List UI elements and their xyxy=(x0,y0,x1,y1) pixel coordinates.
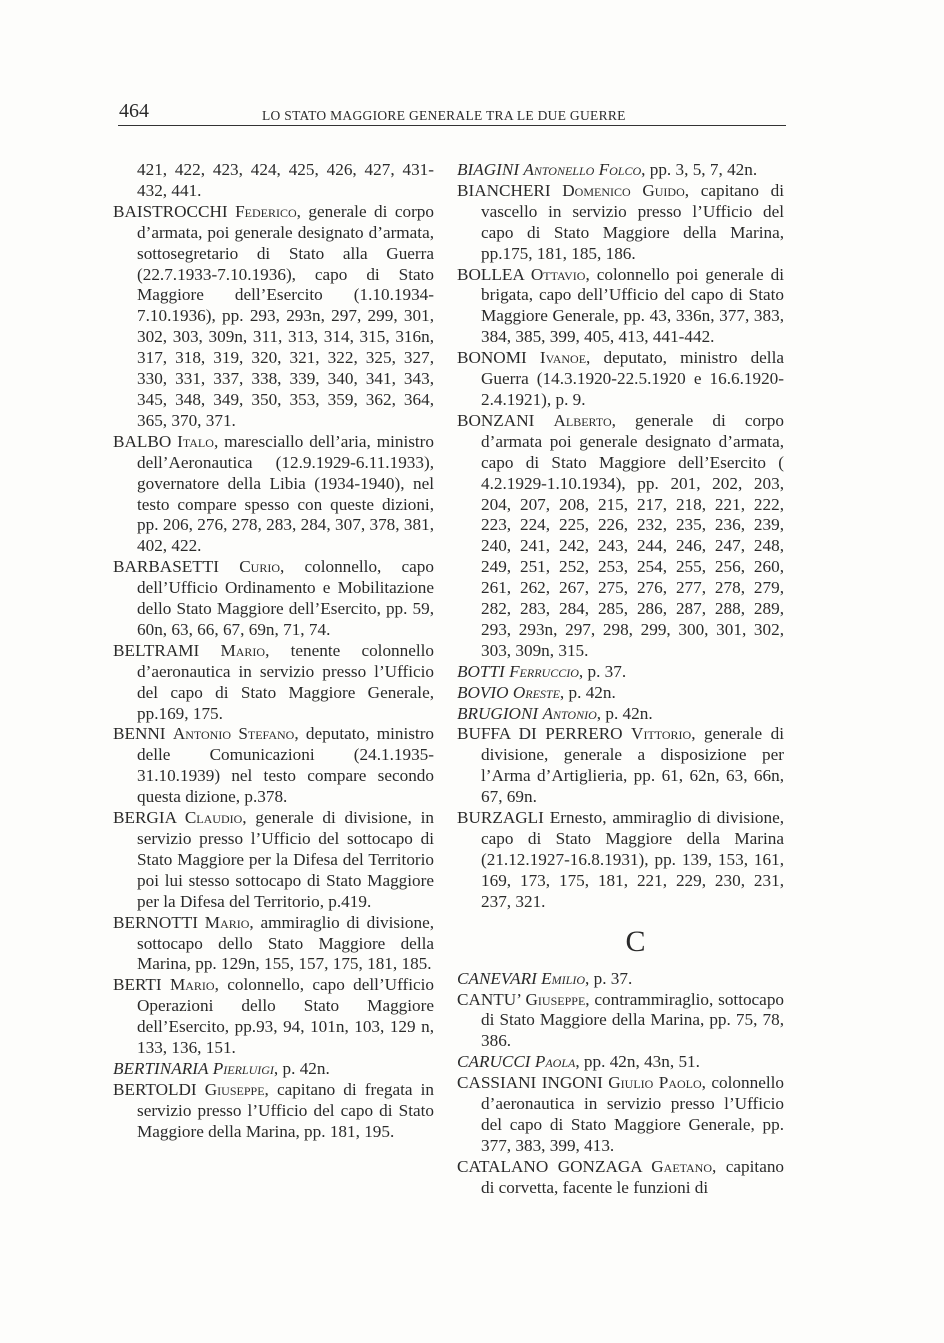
entry-surname: BERTOLDI xyxy=(113,1079,197,1099)
entry-description: , capitano di fregata in servizio presso l’Ufficio del capo di Stato Maggiore della Marina, pp. 181, 195. xyxy=(137,1079,434,1141)
index-entry xyxy=(113,202,434,432)
index-entry xyxy=(457,265,784,349)
index-entry xyxy=(113,557,434,641)
entry-given-name: Giulio Paolo xyxy=(608,1073,702,1093)
entry-surname: BRUGIONI xyxy=(457,703,539,723)
entry-given-name: Ferruccio xyxy=(509,661,579,681)
entry-description: , generale di divisione, in servizio presso l’Ufficio del sottocapo di Stato Maggiore per la Difesa del Territorio poi lui stesso sottocapo di Stato Maggiore per la Difesa del Territorio, p.419. xyxy=(137,808,434,911)
index-entry xyxy=(457,808,784,913)
entry-given-name: Curio xyxy=(239,557,280,577)
index-entry xyxy=(457,348,784,411)
entry-description: , generale di divisione, generale a disposizione per l’Arma d’Artiglieria, pp. 61, 62n, 63, 66n, 67, 69n. xyxy=(481,724,784,807)
entry-given-name: Emilio xyxy=(541,968,585,988)
entry-given-name: Mario xyxy=(169,975,215,995)
entry-description: , capitano di corvetta, facente le funzioni di xyxy=(481,1156,785,1197)
entry-given-name: Domenico Guido xyxy=(562,180,685,200)
index-entry xyxy=(457,990,784,1053)
entry-surname: BONOMI xyxy=(457,348,527,368)
entry-given-name: Giuseppe xyxy=(525,989,586,1009)
entry-surname: BOLLEA xyxy=(457,264,524,284)
entry-given-name: Ivanoe xyxy=(539,348,587,368)
header-rule xyxy=(118,125,786,126)
entry-given-name: Vittorio xyxy=(631,724,692,744)
entry-description: , colonnello d’aeronautica in servizio presso l’Ufficio del capo di Stato Maggiore Generale, pp. 377, 383, 399, 413. xyxy=(481,1073,784,1155)
entry-description: , generale di corpo d’armata poi generale designato d’armata, capo di Stato Maggiore dell’Esercito ( 4.2.1929-1.10.1934), pp. 201, 202, 203, 204, 207, 208, 215, 217, 218, 221, 222, 223, 224, 225, 226, 232, 235, 236, 239, 240, 241, 242, 243, 244, 246, 247, 248, 249, 251, 252, 253, 254, 255, 256, 260, 261, 262, 267, 275, 276, 277, 278, 279, 282, 283, 284, 285, 286, 287, 288, 289, 293, 293n, 297, 298, 299, 300, 301, 302, 303, 309n, 315. xyxy=(481,410,784,660)
entry-given-name: Giuseppe xyxy=(204,1079,265,1099)
entry-description: , p. 42n. xyxy=(596,703,653,723)
index-entry xyxy=(113,808,434,913)
index-column-right xyxy=(457,160,784,1199)
index-entry xyxy=(113,641,434,725)
entry-description: Ernesto, ammiraglio di divisione, capo di Stato Maggiore della Marina (21.12.1927-16.8.1931), pp. 139, 153, 161, 169, 173, 175, 181, 221, 229, 230, 231, 237, 321. xyxy=(481,808,785,911)
entry-description: , deputato, ministro della Guerra (14.3.1920-22.5.1920 e 16.6.1920-2.4.1921), p. 9. xyxy=(481,348,784,409)
entry-description: 421, 422, 423, 424, 425, 426, 427, 431-432, 441. xyxy=(137,160,434,200)
entry-description: , tenente colonnello d’aeronautica in servizio presso l’Ufficio del capo di Stato Maggiore Generale, pp.169, 175. xyxy=(137,640,434,723)
entry-surname: BIAGINI xyxy=(457,160,520,179)
entry-description: , generale di corpo d’armata, poi generale designato d’armata, sottosegretario di Stato alla Guerra (22.7.1933-7.10.1936), capo di Stato Maggiore dell’Esercito (1.10.1934-7.10.1936), pp. 293, 293n, 297, 299, 301, 302, 303, 309n, 311, 313, 314, 315, 316n, 317, 318, 319, 320, 321, 322, 325, 327, 330, 331, 337, 338, 339, 340, 341, 343, 345, 348, 349, 350, 353, 359, 362, 364, 365, 370, 371. xyxy=(137,201,434,430)
entry-description: , p. 42n. xyxy=(559,682,616,702)
entry-surname: BUFFA DI PERRERO xyxy=(457,724,623,744)
index-entry xyxy=(113,975,434,1059)
entry-given-name: Pierluigi xyxy=(212,1058,274,1078)
entry-given-name: Alberto xyxy=(553,410,612,430)
entry-description: , contrammiraglio, sottocapo di Stato Maggiore della Marina, pp. 75, 78, 386. xyxy=(481,989,785,1051)
entry-surname: BERGIA xyxy=(113,808,177,828)
entry-given-name: Italo xyxy=(177,431,214,451)
index-entry xyxy=(457,662,784,683)
entry-description: , p. 37. xyxy=(578,661,627,681)
entry-surname: CASSIANI INGONI xyxy=(457,1073,603,1093)
index-entry xyxy=(113,432,434,557)
entry-description: , colonnello, capo dell’Ufficio Ordinamento e Mobilitazione dello Stato Maggiore dell’Esercito, pp. 59, 60n, 63, 66, 67, 69n, 71, 74. xyxy=(137,557,434,639)
entry-description: , maresciallo dell’aria, ministro dell’Aeronautica (12.9.1929-6.11.1933), governatore della Libia (1934-1940), nel testo compare spesso con queste dizioni, pp. 206, 276, 278, 283, 284, 307, 378, 381, 402, 422. xyxy=(137,431,435,556)
entry-surname: BOVIO xyxy=(457,682,509,702)
entry-given-name: Oreste xyxy=(512,682,560,702)
index-entry xyxy=(457,1052,784,1073)
index-entry xyxy=(113,1080,434,1143)
entry-surname: CANEVARI xyxy=(457,968,537,988)
entry-surname: BERTI xyxy=(113,975,162,995)
running-head: LO STATO MAGGIORE GENERALE TRA LE DUE GUERRE xyxy=(262,108,626,123)
entry-given-name: Mario xyxy=(204,912,250,932)
index-entry xyxy=(457,1157,784,1199)
index-entry xyxy=(113,913,434,976)
entry-surname: BAISTROCCHI xyxy=(113,201,228,221)
entry-given-name: Mario xyxy=(220,640,266,660)
entry-surname: BOTTI xyxy=(457,661,505,681)
entry-given-name: Federico xyxy=(235,201,297,221)
index-entry xyxy=(457,411,784,662)
entry-given-name: Antonio Stefano xyxy=(172,724,295,744)
entry-surname: BELTRAMI xyxy=(113,640,200,660)
entry-given-name: Claudio xyxy=(184,808,243,828)
entry-given-name: Antonello Folco xyxy=(523,160,642,179)
entry-description: , p. 37. xyxy=(585,968,633,988)
index-entry xyxy=(457,724,784,808)
entry-description: , pp. 42n, 43n, 51. xyxy=(575,1052,700,1072)
entry-description: , pp. 3, 5, 7, 42n. xyxy=(641,160,758,179)
entry-surname: CATALANO GONZAGA xyxy=(457,1156,642,1176)
index-entry xyxy=(457,1073,784,1157)
entry-given-name: Antonio xyxy=(542,703,597,723)
index-entry xyxy=(113,1059,434,1080)
section-letter: C xyxy=(625,924,646,958)
entry-surname: BIANCHERI xyxy=(457,180,551,200)
entry-surname: CANTU’ xyxy=(457,989,521,1009)
entry-given-name: Paola xyxy=(534,1052,576,1072)
page-number: 464 xyxy=(119,100,149,122)
entry-description: , ammiraglio di divisione, sottocapo dello Stato Maggiore della Marina, pp. 129n, 155, 157, 175, 181, 185. xyxy=(137,912,434,974)
entry-surname: BALBO xyxy=(113,431,172,451)
entry-surname: BERTINARIA xyxy=(113,1058,209,1078)
entry-surname: BERNOTTI xyxy=(113,912,198,932)
index-entry xyxy=(113,724,434,808)
index-entry xyxy=(457,969,784,990)
entry-description: , deputato, ministro delle Comunicazioni (24.1.1935-31.10.1939) nel testo compare secondo questa dizione, p.378. xyxy=(137,724,435,807)
entry-surname: BARBASETTI xyxy=(113,557,219,577)
entry-surname: BENNI xyxy=(113,724,166,744)
index-column-left xyxy=(113,160,434,1143)
entry-surname: BONZANI xyxy=(457,410,535,430)
index-entry xyxy=(457,704,784,725)
entry-description: , colonnello, capo dell’Ufficio Operazioni dello Stato Maggiore dell’Esercito, pp.93, 94, 101n, 103, 129 n, 133, 136, 151. xyxy=(137,975,434,1058)
index-entry xyxy=(457,683,784,704)
entry-given-name: Gaetano xyxy=(651,1156,713,1176)
entry-surname: CARUCCI xyxy=(457,1052,531,1072)
index-entry xyxy=(113,160,434,202)
index-entry xyxy=(457,160,784,181)
entry-description: , colonnello poi generale di brigata, capo dell’Ufficio del capo di Stato Maggiore Generale, pp. 43, 336n, 377, 383, 384, 385, 399, 405, 413, 441-442. xyxy=(481,264,784,347)
entry-description: , capitano di vascello in servizio presso l’Ufficio del capo di Stato Maggiore della Marina, pp.175, 181, 185, 186. xyxy=(481,180,785,263)
entry-given-name: Ottavio xyxy=(530,264,586,284)
entry-description: , p. 42n. xyxy=(273,1058,330,1078)
index-entry xyxy=(457,181,784,265)
entry-surname: BURZAGLI xyxy=(457,808,544,828)
